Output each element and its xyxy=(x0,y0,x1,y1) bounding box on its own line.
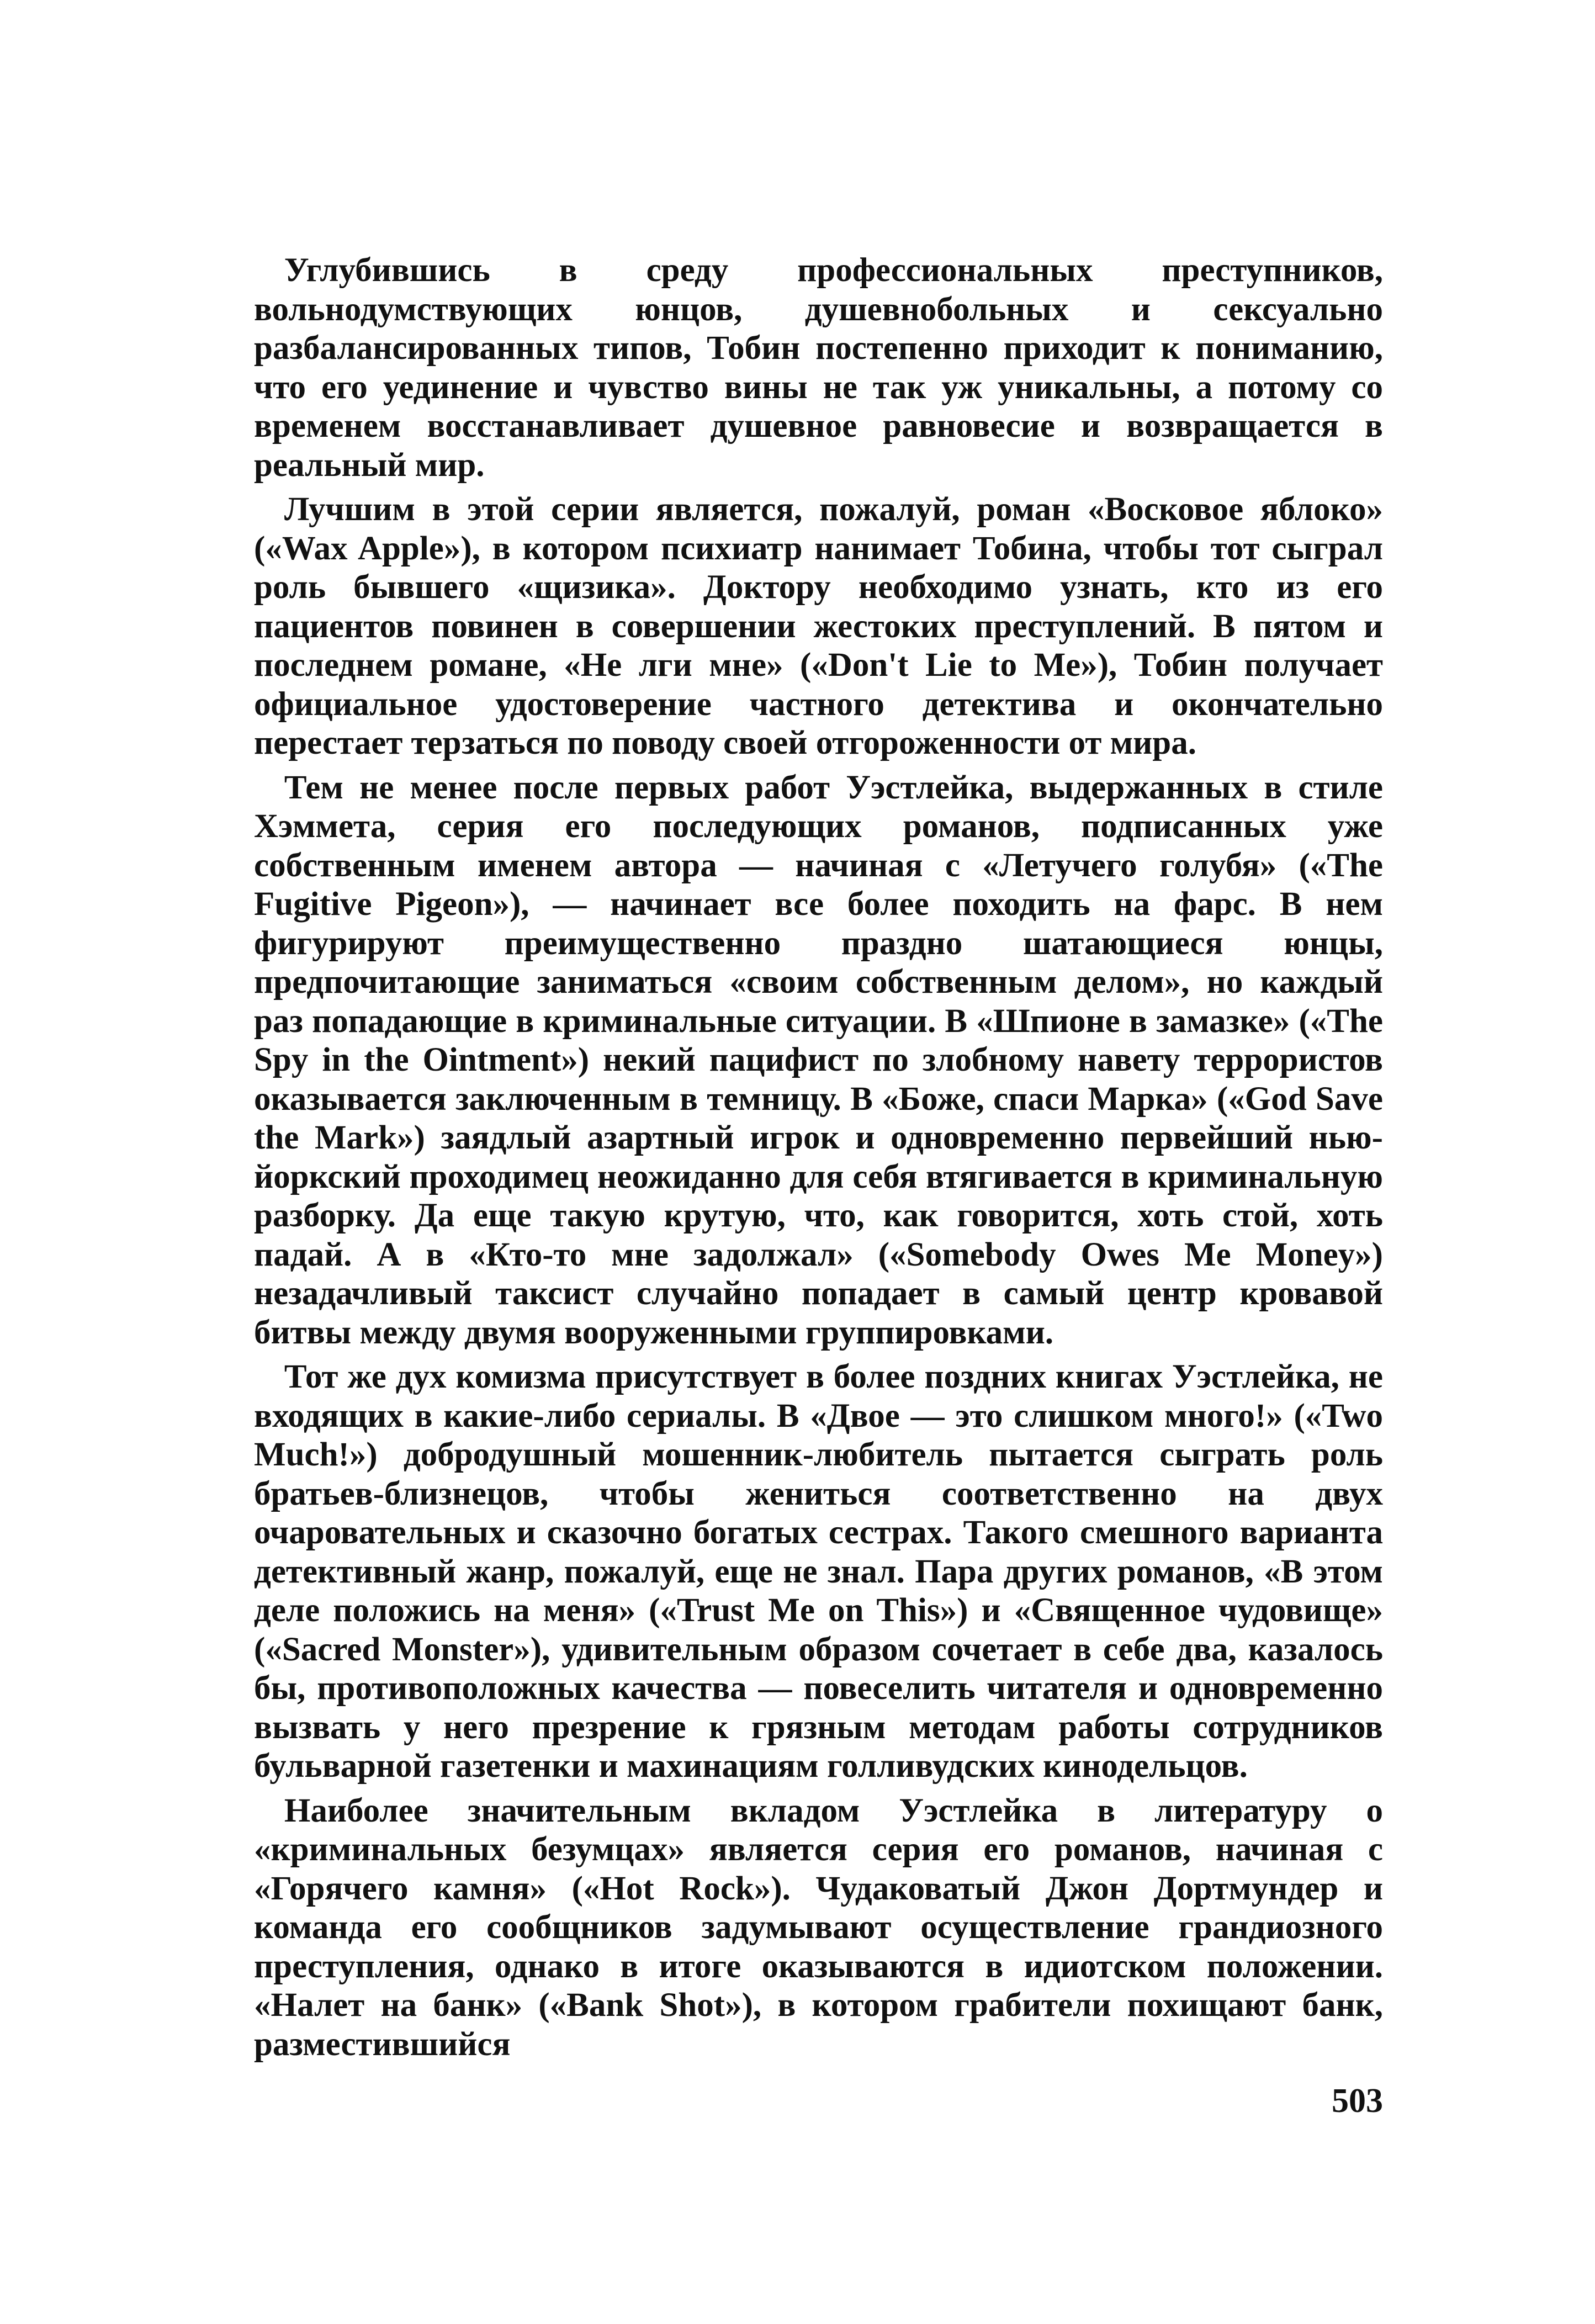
page-number: 503 xyxy=(1332,2082,1383,2120)
paragraph-1: Углубившись в среду профессиональных преступников, вольнодумствующих юнцов, душевнобольных и сексуально разбалансированных типов, Тобин постепенно приходит к пониманию, что его уединение и чувство вины не так уж уникальны, а потому со временем восстанавливает душевное равновесие и возвращается в реальный мир. xyxy=(254,252,1383,484)
body-text xyxy=(254,251,1383,2064)
paragraph-4: Тот же дух комизма присутствует в более поздних книгах Уэстлейка, не входящих в какие-либо сериалы. В «Двое — это слишком много!» («Two Much!») добродушный мошенник-любитель пытается сыграть роль братьев-близнецов, чтобы жениться соответственно на двух очаровательных и сказочно богатых сестрах. Такого смешного варианта детективный жанр, пожалуй, еще не знал. Пара других романов, «В этом деле положись на меня» («Trust Me on This») и «Священное чудовище» («Sacred Monster»), удивительным образом сочетает в себе два, казалось бы, противоположных качества — повеселить читателя и одновременно вызвать у него презрение к грязным методам работы сотрудников бульварной газетенки и махинациям голливудских кинодельцов. xyxy=(254,1358,1383,1785)
paragraph-3: Тем не менее после первых работ Уэстлейка, выдержанных в стиле Хэммета, серия его последующих романов, подписанных уже собственным именем автора — начиная с «Летучего голубя» («The Fugitive Pigeon»), — начинает все более походить на фарс. В нем фигурируют преимущественно праздно шатающиеся юнцы, предпочитающие заниматься «своим собственным делом», но каждый раз попадающие в криминальные ситуации. В «Шпионе в замазке» («The Spy in the Ointment») некий пацифист по злобному навету террористов оказывается заключенным в темницу. В «Боже, спаси Марка» («God Save the Mark») заядлый азартный игрок и одновременно первейший нью-йоркский проходимец неожиданно для себя втягивается в криминальную разборку. Да еще такую крутую, что, как говорится, хоть стой, хоть падай. А в «Кто-то мне задолжал» («Somebody Owes Me Money») незадачливый таксист случайно попадает в самый центр кровавой битвы между двумя вооруженными группировками. xyxy=(254,769,1383,1351)
paragraph-5: Наиболее значительным вкладом Уэстлейка в литературу о «криминальных безумцах» является серия его романов, начиная с «Горячего камня» («Hot Rock»). Чудаковатый Джон Дортмундер и команда его сообщников задумывают осуществление грандиозного преступления, однако в итоге оказываются в идиотском положении. «Налет на банк» («Bank Shot»), в котором грабители похищают банк, разместившийся xyxy=(254,1792,1383,2063)
paragraph-2: Лучшим в этой серии является, пожалуй, роман «Восковое яблоко» («Wax Apple»), в котором психиатр нанимает Тобина, чтобы тот сыграл роль бывшего «щизика». Доктору необходимо узнать, кто из его пациентов повинен в совершении жестоких преступлений. В пятом и последнем романе, «Не лги мне» («Don't Lie to Me»), Тобин получает официальное удостоверение частного детектива и окончательно перестает терзаться по поводу своей отгороженности от мира. xyxy=(254,491,1383,761)
